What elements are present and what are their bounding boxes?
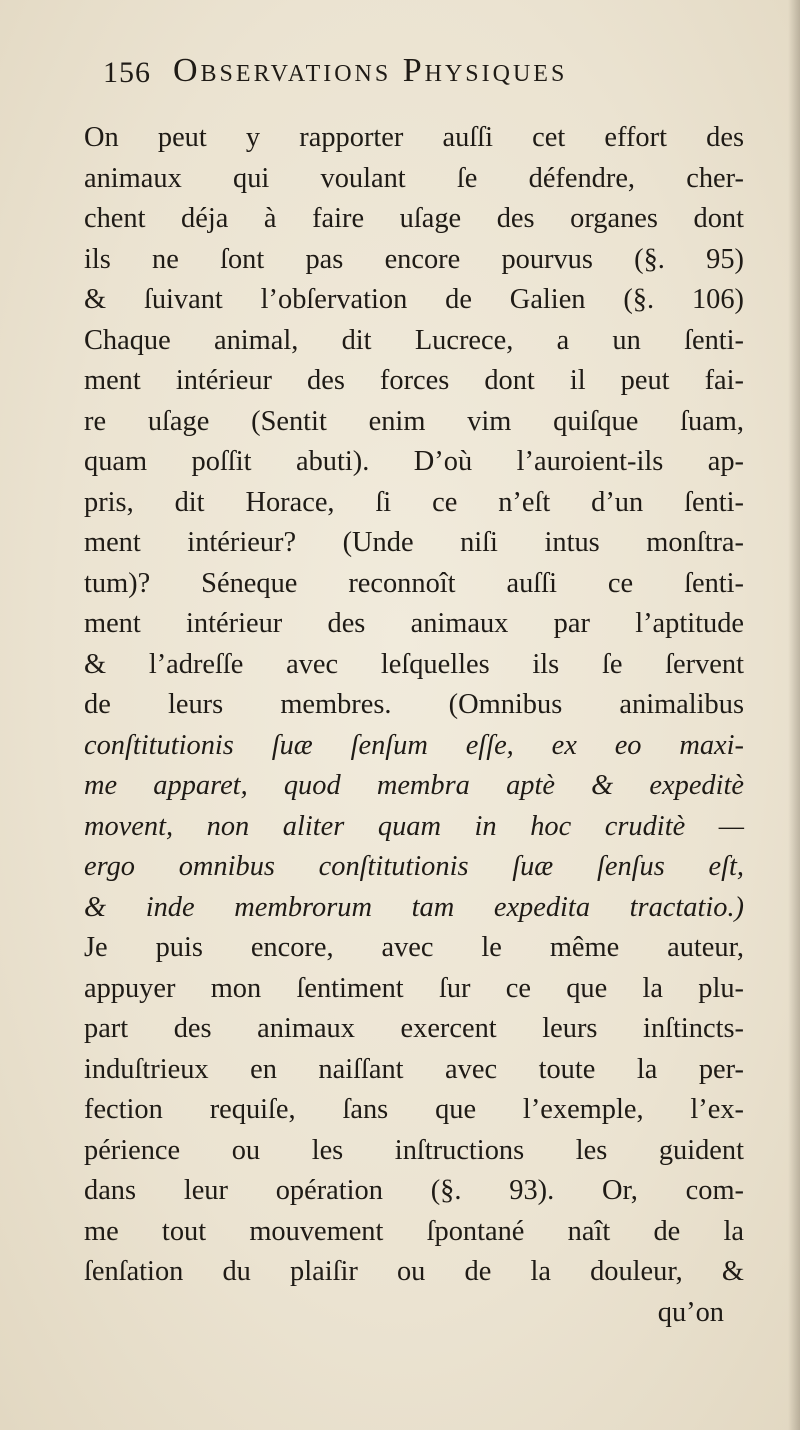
text-line: movent, non aliter quam in hoc cruditè — xyxy=(84,810,744,842)
text-line: conſtitutionis ſuæ ſenſum eſſe, ex eo maxi- xyxy=(84,729,744,761)
text-line: ergo omnibus conſtitutionis ſuæ ſenſus eſt, xyxy=(84,851,744,882)
text-line: ment intérieur? (Unde niſi intus monſtra- xyxy=(84,527,744,558)
text-line: me tout mouvement ſpontané naît de la xyxy=(84,1215,744,1247)
text-line: & ſuivant l’obſervation de Galien (§. 106) xyxy=(84,284,744,315)
text-line: ils ne ſont pas encore pourvus (§. 95) xyxy=(84,243,744,275)
text-line: part des animaux exercent leurs inſtincts- xyxy=(84,1013,744,1044)
text-line: appuyer mon ſentiment ſur ce que la plu- xyxy=(84,972,744,1004)
running-title: Observations Physiques xyxy=(173,52,568,89)
text-line: fection requiſe, ſans que l’exemple, l’ex- xyxy=(84,1094,744,1125)
text-line: périence ou les inſtructions les guident xyxy=(84,1134,744,1166)
text-line: On peut y rapporter auſſi cet effort des xyxy=(84,122,744,153)
text-line: me apparet, quod membra aptè & expeditè xyxy=(84,770,744,801)
text-line: tum)? Séneque reconnoît auſſi ce ſenti- xyxy=(84,567,744,599)
page-edge-shadow xyxy=(788,0,800,1430)
text-line: Je puis encore, avec le même auteur, xyxy=(84,932,744,963)
text-line: animaux qui voulant ſe défendre, cher- xyxy=(84,162,744,194)
text-line: ment intérieur des animaux par l’aptitude xyxy=(84,608,744,639)
body-text xyxy=(84,118,744,1333)
text-line: & l’adreſſe avec leſquelles ils ſe ſervent xyxy=(84,648,744,680)
text-line: induſtrieux en naiſſant avec toute la per- xyxy=(84,1053,744,1085)
text-line: chent déja à faire uſage des organes dont xyxy=(84,203,744,234)
text-line: re uſage (Sentit enim vim quiſque ſuam, xyxy=(84,405,744,437)
page-header xyxy=(103,48,723,104)
text-line: & inde membrorum tam expedita tractatio.) xyxy=(84,891,744,923)
text-line: de leurs membres. (Omnibus animalibus xyxy=(84,689,744,720)
text-line: quam poſſit abuti). D’où l’auroient-ils ap- xyxy=(84,446,744,477)
catchword: qu’on xyxy=(657,1296,724,1328)
text-line: dans leur opération (§. 93). Or, com- xyxy=(84,1175,744,1206)
text-line: Chaque animal, dit Lucrece, a un ſenti- xyxy=(84,324,744,356)
text-line: pris, dit Horace, ſi ce n’eſt d’un ſenti- xyxy=(84,486,744,518)
text-line: ment intérieur des forces dont il peut fai- xyxy=(84,365,744,396)
page-number: 156 xyxy=(103,56,151,89)
text-line: ſenſation du plaiſir ou de la douleur, & xyxy=(84,1256,744,1287)
